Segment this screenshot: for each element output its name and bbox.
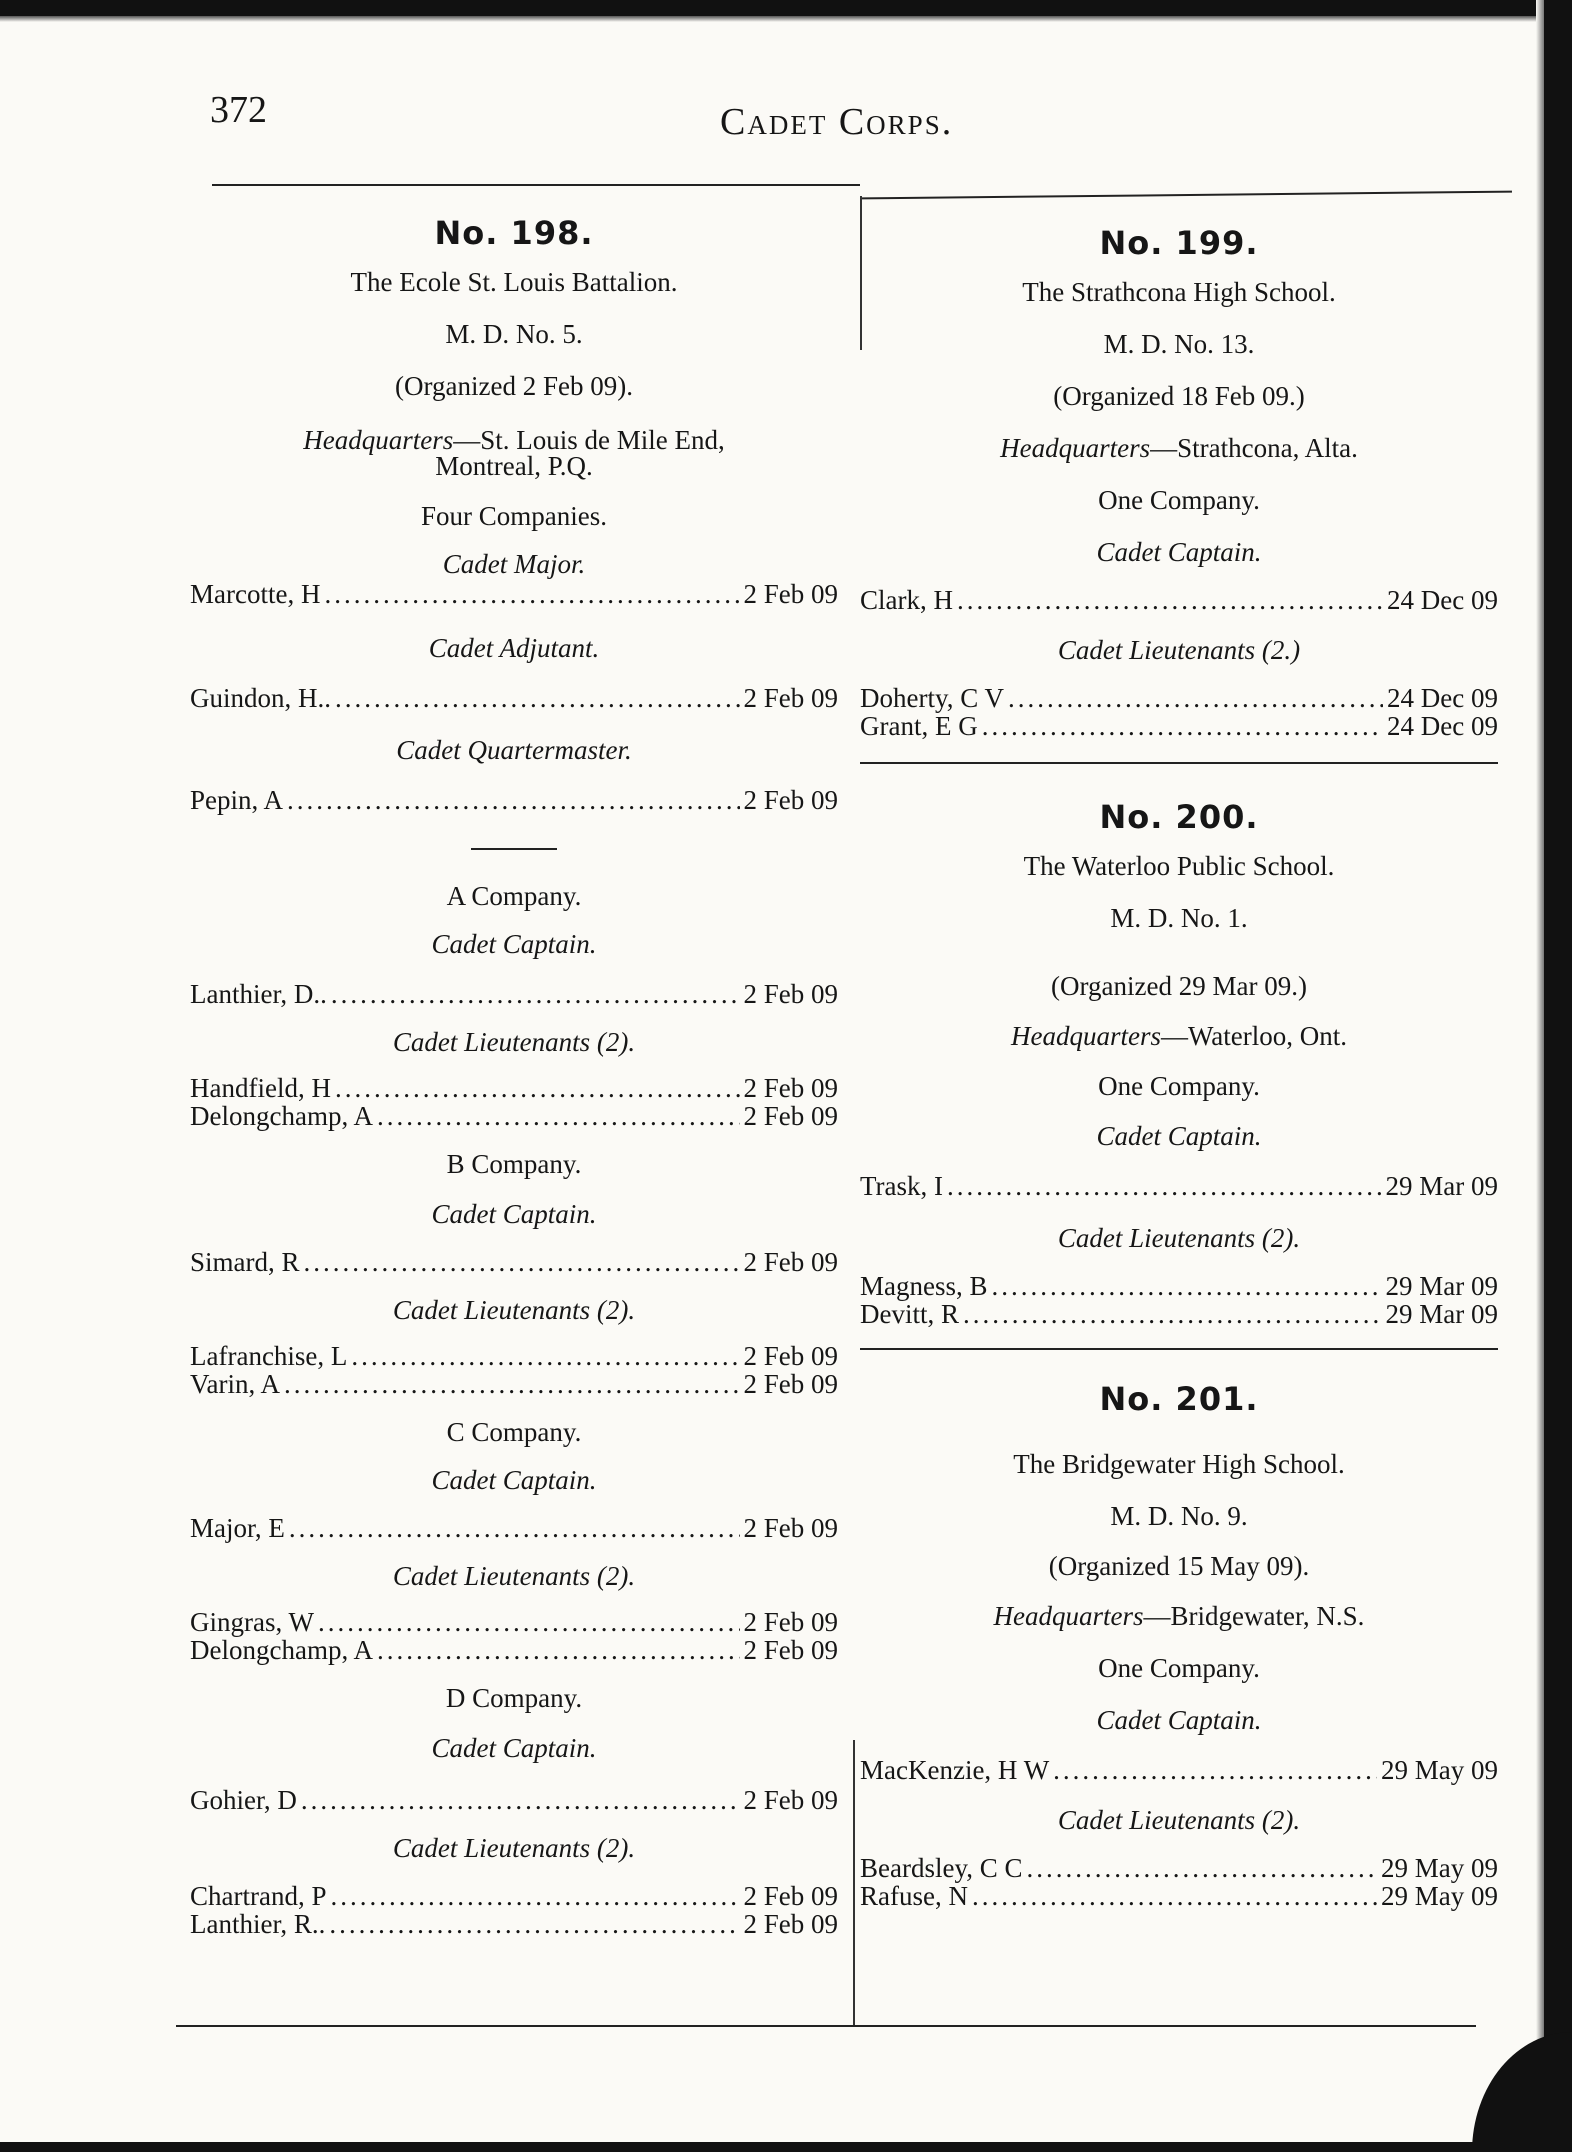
officer-name: Trask, I — [860, 1171, 944, 1201]
officer-name: Guindon, H.. — [190, 683, 331, 713]
section-divider — [860, 1348, 1498, 1350]
leader-dots — [351, 1342, 739, 1370]
rank-heading: Cadet Captain. — [431, 1199, 597, 1229]
appointment-date: 29 May 09 — [1381, 1881, 1498, 1911]
headquarters-label: Headquarters — [303, 425, 454, 455]
scan-top-edge — [0, 0, 1572, 16]
appointment-date: 2 Feb 09 — [743, 1785, 838, 1815]
rank-heading: Cadet Adjutant. — [428, 633, 600, 663]
headquarters-label: Headquarters — [1010, 1021, 1161, 1051]
headquarters-location: —Bridgewater, N.S. — [1143, 1601, 1365, 1631]
company-heading: C Company. — [446, 1417, 582, 1447]
company-count: One Company. — [1098, 1071, 1260, 1101]
officer-row — [190, 1102, 838, 1130]
officer-row — [860, 684, 1498, 712]
appointment-date: 29 May 09 — [1381, 1755, 1498, 1785]
officer-row — [190, 786, 838, 814]
leader-dots — [335, 684, 740, 712]
appointment-date: 2 Feb 09 — [743, 1341, 838, 1371]
officer-row — [860, 1854, 1498, 1882]
rank-heading: Cadet Lieutenants (2). — [1057, 1223, 1301, 1253]
company-heading: D Company. — [445, 1683, 583, 1713]
appointment-date: 24 Dec 09 — [1387, 683, 1498, 713]
scan-right-edge — [1544, 0, 1572, 2152]
rank-heading: Cadet Major. — [442, 549, 586, 579]
company-heading: A Company. — [446, 881, 582, 911]
appointment-date: 2 Feb 09 — [743, 1909, 838, 1939]
section-divider — [860, 762, 1498, 764]
appointment-date: 29 Mar 09 — [1385, 1271, 1498, 1301]
leader-dots — [377, 1102, 740, 1130]
officer-row — [860, 1300, 1498, 1328]
unit-title: No. 199. — [1099, 224, 1259, 262]
rank-heading: Cadet Lieutenants (2). — [1057, 1805, 1301, 1835]
leader-dots — [972, 1882, 1377, 1910]
officer-name: Lanthier, D.. — [190, 979, 327, 1009]
headquarters — [860, 1600, 1498, 1632]
unit-title: No. 200. — [1099, 798, 1259, 836]
officer-name: Chartrand, P — [190, 1881, 327, 1911]
officer-name: Gingras, W — [190, 1607, 314, 1637]
rank-heading: Cadet Captain. — [1096, 1705, 1262, 1735]
headquarters-location: —Strathcona, Alta. — [1150, 433, 1358, 463]
officer-name: Pepin, A — [190, 785, 284, 815]
officer-name: Doherty, C V — [860, 683, 1004, 713]
leader-dots — [982, 712, 1383, 740]
column-right — [860, 220, 1498, 1910]
organized-date: (Organized 15 May 09). — [1048, 1551, 1310, 1581]
unit-name: The Ecole St. Louis Battalion. — [350, 267, 678, 297]
leader-dots — [335, 1074, 740, 1102]
officer-row — [190, 1342, 838, 1370]
appointment-date: 2 Feb 09 — [743, 1607, 838, 1637]
leader-dots — [992, 1272, 1382, 1300]
appointment-date: 2 Feb 09 — [743, 1073, 838, 1103]
appointment-date: 2 Feb 09 — [743, 1635, 838, 1665]
appointment-date: 24 Dec 09 — [1387, 585, 1498, 615]
officer-name: Gohier, D — [190, 1785, 297, 1815]
page-title: Cadet Corps. — [720, 101, 954, 143]
headquarters-location: —Waterloo, Ont. — [1160, 1021, 1348, 1051]
leader-dots — [318, 1608, 740, 1636]
scan-right-shadow — [1536, 0, 1544, 2152]
headquarters-location-line2: Montreal, P.Q. — [435, 451, 593, 481]
appointment-date: 2 Feb 09 — [743, 1513, 838, 1543]
officer-row — [190, 1074, 838, 1102]
rank-heading: Cadet Captain. — [431, 1465, 597, 1495]
officer-row — [190, 1786, 838, 1814]
appointment-date: 29 Mar 09 — [1385, 1299, 1498, 1329]
officer-row — [860, 1172, 1498, 1200]
header-rule-left — [212, 184, 860, 186]
headquarters-location: —St. Louis de Mile End, — [453, 425, 725, 455]
leader-dots — [304, 1248, 740, 1276]
rank-heading: Cadet Captain. — [431, 1733, 597, 1763]
officer-name: Grant, E G — [860, 711, 978, 741]
officer-row — [860, 1272, 1498, 1300]
officer-name: Handfield, H — [190, 1073, 331, 1103]
organized-date: (Organized 18 Feb 09.) — [1053, 381, 1305, 411]
officer-name: MacKenzie, H W — [860, 1755, 1050, 1785]
column-left — [190, 210, 838, 1938]
leader-dots — [301, 1786, 740, 1814]
appointment-date: 2 Feb 09 — [743, 1247, 838, 1277]
leader-dots — [1008, 684, 1383, 712]
appointment-date: 2 Feb 09 — [743, 979, 838, 1009]
officer-row — [190, 1636, 838, 1664]
officer-name: Rafuse, N — [860, 1881, 968, 1911]
unit-name: The Waterloo Public School. — [1023, 851, 1335, 881]
officer-row — [860, 1882, 1498, 1910]
rank-heading: Cadet Quartermaster. — [396, 735, 632, 765]
unit-name: The Bridgewater High School. — [1013, 1449, 1345, 1479]
company-count: One Company. — [1098, 1653, 1260, 1683]
headquarters-label: Headquarters — [993, 1601, 1144, 1631]
officer-row — [860, 712, 1498, 740]
officer-name: Beardsley, C C — [860, 1853, 1023, 1883]
leader-dots — [329, 1910, 739, 1938]
leader-dots — [330, 1882, 739, 1910]
leader-dots — [289, 1514, 740, 1542]
organized-date: (Organized 2 Feb 09). — [395, 371, 633, 401]
officer-row — [190, 684, 838, 712]
appointment-date: 24 Dec 09 — [1387, 711, 1498, 741]
officer-name: Simard, R — [190, 1247, 300, 1277]
leader-dots — [1026, 1854, 1377, 1882]
officer-row — [190, 580, 838, 608]
officer-row — [190, 1608, 838, 1636]
leader-dots — [1053, 1756, 1377, 1784]
rank-heading: Cadet Lieutenants (2.) — [1057, 635, 1301, 665]
leader-dots — [284, 1370, 740, 1398]
appointment-date: 2 Feb 09 — [743, 1369, 838, 1399]
headquarters — [860, 432, 1498, 464]
scan-top-shadow — [0, 16, 1560, 22]
company-count: Four Companies. — [421, 501, 607, 531]
leader-dots — [377, 1636, 740, 1664]
officer-name: Delongchamp, A — [190, 1101, 373, 1131]
officer-name: Devitt, R — [860, 1299, 959, 1329]
rank-heading: Cadet Captain. — [1096, 537, 1262, 567]
headquarters — [860, 1020, 1498, 1052]
appointment-date: 2 Feb 09 — [743, 579, 838, 609]
officer-row — [190, 980, 838, 1008]
military-district: M. D. No. 9. — [1110, 1501, 1248, 1531]
officer-row — [190, 1882, 838, 1910]
company-count: One Company. — [1098, 485, 1260, 515]
officer-name: Lafranchise, L — [190, 1341, 348, 1371]
officer-row — [190, 1248, 838, 1276]
section-divider — [471, 848, 557, 850]
officer-row — [190, 1910, 838, 1938]
military-district: M. D. No. 13. — [1103, 329, 1255, 359]
footer-rule — [176, 2025, 1476, 2027]
officer-name: Major, E — [190, 1513, 285, 1543]
leader-dots — [963, 1300, 1382, 1328]
officer-name: Clark, H — [860, 585, 953, 615]
headquarters-label: Headquarters — [1000, 433, 1151, 463]
officer-row — [860, 1756, 1498, 1784]
officer-name: Lanthier, R.. — [190, 1909, 326, 1939]
officer-row — [860, 586, 1498, 614]
appointment-date: 29 Mar 09 — [1385, 1171, 1498, 1201]
page-number: 372 — [210, 89, 267, 131]
appointment-date: 2 Feb 09 — [743, 1881, 838, 1911]
officer-name: Magness, B — [860, 1271, 988, 1301]
appointment-date: 2 Feb 09 — [743, 1101, 838, 1131]
rank-heading: Cadet Lieutenants (2). — [392, 1027, 636, 1057]
company-heading: B Company. — [446, 1149, 582, 1179]
appointment-date: 2 Feb 09 — [743, 683, 838, 713]
leader-dots — [957, 586, 1383, 614]
officer-name: Varin, A — [190, 1369, 280, 1399]
officer-row — [190, 1514, 838, 1542]
leader-dots — [331, 980, 740, 1008]
rank-heading: Cadet Lieutenants (2). — [392, 1833, 636, 1863]
rank-heading: Cadet Captain. — [431, 929, 597, 959]
leader-dots — [324, 580, 739, 608]
leader-dots — [287, 786, 739, 814]
officer-name: Marcotte, H — [190, 579, 321, 609]
military-district: M. D. No. 1. — [1110, 903, 1248, 933]
column-divider — [853, 1740, 855, 2025]
rank-heading: Cadet Lieutenants (2). — [392, 1295, 636, 1325]
unit-name: The Strathcona High School. — [1022, 277, 1336, 307]
leader-dots — [947, 1172, 1381, 1200]
officer-name: Delongchamp, A — [190, 1635, 373, 1665]
unit-title: No. 198. — [434, 214, 594, 252]
appointment-date: 29 May 09 — [1381, 1853, 1498, 1883]
appointment-date: 2 Feb 09 — [743, 785, 838, 815]
rank-heading: Cadet Captain. — [1096, 1121, 1262, 1151]
rank-heading: Cadet Lieutenants (2). — [392, 1561, 636, 1591]
military-district: M. D. No. 5. — [445, 319, 583, 349]
officer-row — [190, 1370, 838, 1398]
unit-title: No. 201. — [1099, 1380, 1259, 1418]
organized-date: (Organized 29 Mar 09.) — [1051, 971, 1307, 1001]
scan-bottom-edge — [0, 2142, 1572, 2152]
